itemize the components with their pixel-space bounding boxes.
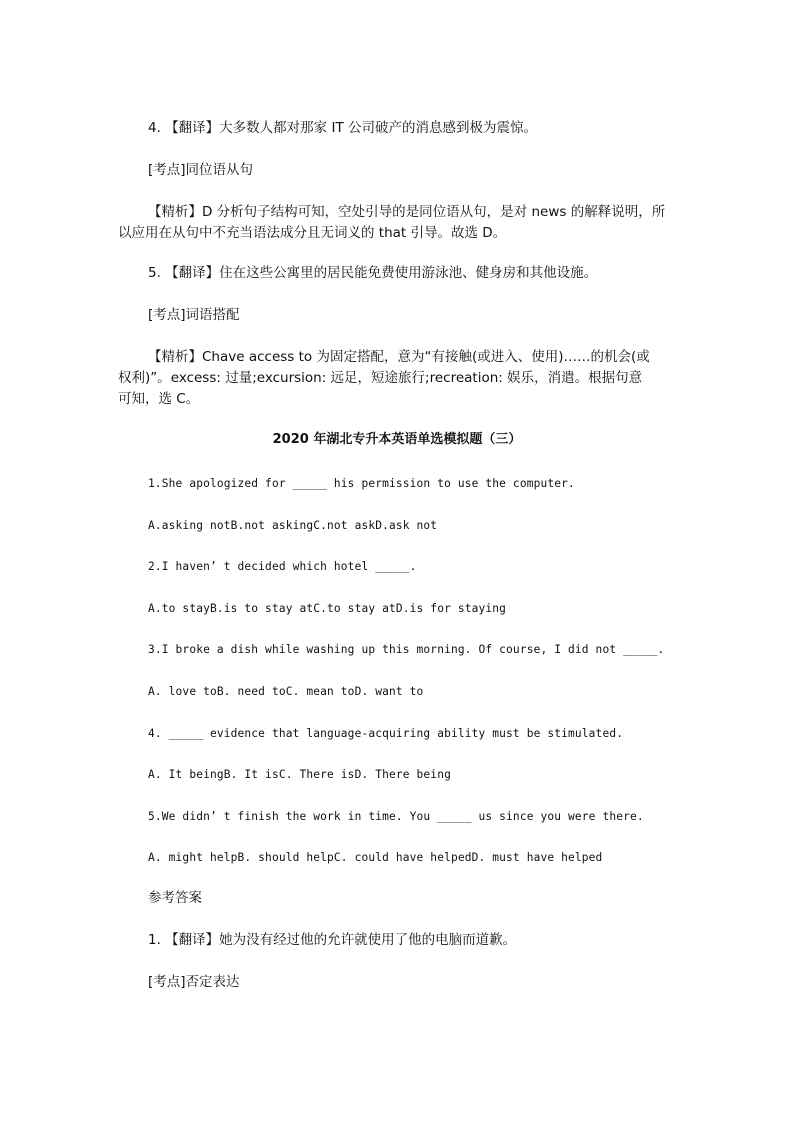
q5-analysis-line-2: 权利)”。excess: 过量;excursion: 远足，短途旅行;recreation: 娱乐，消遣。根据句意 — [118, 370, 643, 386]
q5-translation: 5. 【翻译】住在这些公寓里的居民能免费使用游泳池、健身房和其他设施。 — [148, 265, 598, 281]
question-5-stem: 5.We didn’ t finish the work in time. You _____ us since you were there. — [148, 810, 644, 823]
q4-exam-point: [考点]同位语从句 — [148, 162, 254, 178]
answer-1-translation: 1. 【翻译】她为没有经过他的允许就使用了他的电脑而道歉。 — [148, 932, 517, 948]
question-4-options: A. It beingB. It isC. There isD. There being — [148, 768, 451, 781]
q5-analysis-line-1: 【精析】Chave access to 为固定搭配，意为“有接触(或进入、使用)……的机会(或 — [148, 349, 650, 365]
answer-1-exam-point: [考点]否定表达 — [148, 974, 240, 990]
q4-analysis-line-1: 【精析】D 分析句子结构可知，空处引导的是同位语从句，是对 news 的解释说明，所 — [148, 204, 666, 220]
q4-analysis-line-2: 以应用在从句中不充当语法成分且无词义的 that 引导。故选 D。 — [118, 225, 507, 241]
answers-heading: 参考答案 — [148, 890, 202, 906]
question-1-stem: 1.She apologized for _____ his permission to use the computer. — [148, 477, 575, 490]
section-title: 2020 年湖北专升本英语单选模拟题（三） — [272, 432, 522, 447]
q5-analysis-line-3: 可知，选 C。 — [118, 391, 200, 407]
question-2-options: A.to stayB.is to stay atC.to stay atD.is for staying — [148, 602, 507, 615]
q4-translation: 4. 【翻译】大多数人都对那家 IT 公司破产的消息感到极为震惊。 — [148, 120, 537, 136]
question-3-stem: 3.I broke a dish while washing up this morning. Of course, I did not _____. — [148, 643, 665, 656]
question-2-stem: 2.I haven’ t decided which hotel _____. — [148, 560, 417, 573]
question-5-options: A. might helpB. should helpC. could have helpedD. must have helped — [148, 851, 603, 864]
question-3-options: A. love toB. need toC. mean toD. want to — [148, 685, 424, 698]
question-4-stem: 4. _____ evidence that language-acquiring ability must be stimulated. — [148, 727, 624, 740]
q5-exam-point: [考点]词语搭配 — [148, 307, 240, 323]
question-1-options: A.asking notB.not askingC.not askD.ask not — [148, 519, 438, 532]
